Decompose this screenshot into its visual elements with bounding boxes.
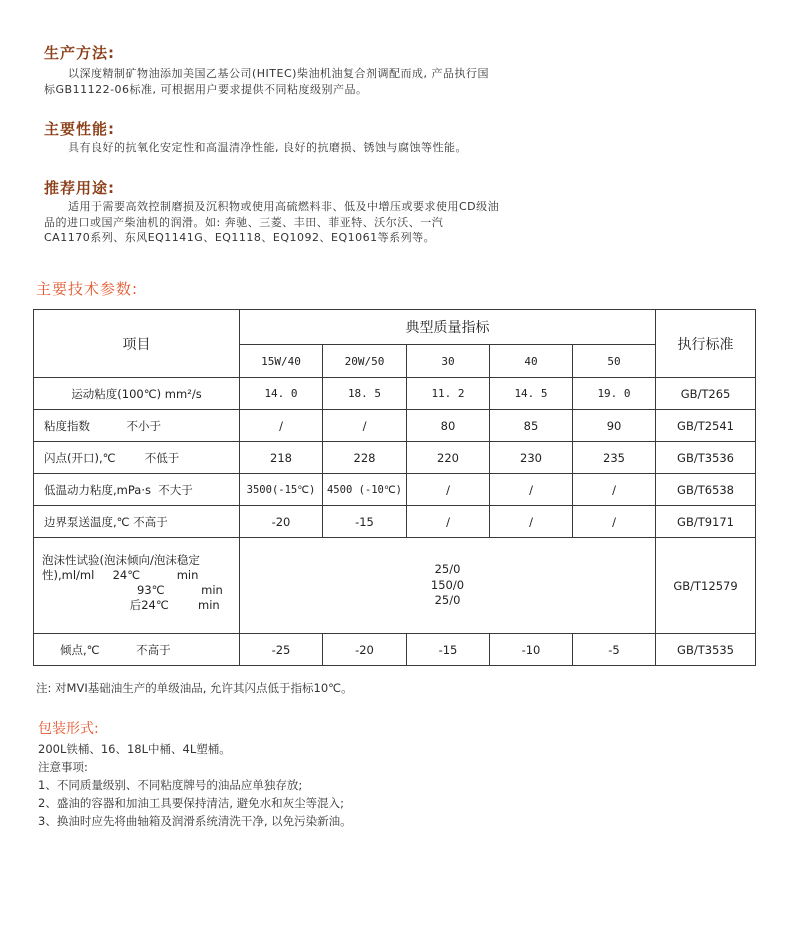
foam-label-line: 性),ml/ml 24℃ min xyxy=(42,568,199,582)
value-cell: / xyxy=(490,506,573,538)
value-cell: / xyxy=(573,474,656,506)
usage-title: 推荐用途: xyxy=(44,179,115,197)
value-cell: / xyxy=(490,474,573,506)
performance-text xyxy=(44,140,467,156)
row-label: 边界泵送温度,℃ 不高于 xyxy=(34,506,240,538)
standard-cell: GB/T265 xyxy=(656,378,756,410)
value-cell: 3500(-15℃) xyxy=(240,474,323,506)
usage-line: CA1170系列、东风EQ1141G、EQ1118、EQ1092、EQ1061等系列等。 xyxy=(44,231,436,244)
foam-value: 25/0 xyxy=(434,593,461,608)
row-label: 粘度指数 不小于 xyxy=(34,410,240,442)
precaution-item: 2、盛油的容器和加油工具要保持清洁, 避免水和灰尘等混入; xyxy=(38,796,344,810)
precaution-item: 3、换油时应先将曲轴箱及润滑系统清洗干净, 以免污染新油。 xyxy=(38,814,352,828)
precautions-title: 注意事项: xyxy=(38,760,88,774)
grade-cell: 15W/40 xyxy=(240,345,323,378)
foam-values xyxy=(240,538,656,634)
grade-cell: 50 xyxy=(573,345,656,378)
standard-cell: GB/T6538 xyxy=(656,474,756,506)
grade-cell: 40 xyxy=(490,345,573,378)
table-note: 注: 对MVI基础油生产的单级油品, 允许其闪点低于指标10℃。 xyxy=(36,681,353,695)
performance-line: 具有良好的抗氧化安定性和高温清净性能, 良好的抗磨损、锈蚀与腐蚀等性能。 xyxy=(68,141,467,154)
foam-value: 25/0 xyxy=(434,562,461,577)
value-cell: 230 xyxy=(490,442,573,474)
table-row xyxy=(34,634,756,666)
value-cell: 18. 5 xyxy=(323,378,407,410)
value-cell: -15 xyxy=(407,634,490,666)
value-cell: 11. 2 xyxy=(407,378,490,410)
value-cell: -10 xyxy=(490,634,573,666)
table-row xyxy=(34,506,756,538)
production-text xyxy=(44,66,489,97)
value-cell: / xyxy=(573,506,656,538)
value-cell: 14. 0 xyxy=(240,378,323,410)
foam-label-line: 93℃ min xyxy=(42,583,223,597)
foam-label-line: 泡沫性试验(泡沫倾向/泡沫稳定 xyxy=(42,553,200,567)
value-cell: -15 xyxy=(323,506,407,538)
value-cell: 85 xyxy=(490,410,573,442)
table-row xyxy=(34,378,756,410)
precaution-item: 1、不同质量级别、不同粘度牌号的油品应单独存放; xyxy=(38,778,303,792)
value-cell: 4500 (-10℃) xyxy=(323,474,407,506)
grade-cell: 20W/50 xyxy=(323,345,407,378)
table-row xyxy=(34,442,756,474)
standard-cell: GB/T3535 xyxy=(656,634,756,666)
table-row-foam xyxy=(34,538,756,634)
standard-cell: GB/T3536 xyxy=(656,442,756,474)
value-cell: 19. 0 xyxy=(573,378,656,410)
value-cell: 220 xyxy=(407,442,490,474)
row-label: 低温动力粘度,mPa·s 不大于 xyxy=(34,474,240,506)
usage-text xyxy=(44,199,499,246)
packaging-title: 包装形式: xyxy=(38,721,99,737)
production-line: 以深度精制矿物油添加美国乙基公司(HITEC)柴油机油复合剂调配而成, 产品执行国 xyxy=(68,67,489,80)
grade-cell: 30 xyxy=(407,345,490,378)
value-cell: 218 xyxy=(240,442,323,474)
usage-line: 品的进口或国产柴油机的润滑。如: 奔驰、三菱、丰田、菲亚特、沃尔沃、一汽 xyxy=(44,215,444,229)
header-standard: 执行标准 xyxy=(656,310,756,378)
specs-title: 主要技术参数: xyxy=(36,280,139,298)
performance-title: 主要性能: xyxy=(44,120,115,138)
value-cell: 14. 5 xyxy=(490,378,573,410)
value-cell: -25 xyxy=(240,634,323,666)
row-label: 倾点,℃ 不高于 xyxy=(34,634,240,666)
value-cell: / xyxy=(407,506,490,538)
value-cell: -20 xyxy=(240,506,323,538)
foam-label-line: 后24℃ min xyxy=(42,598,220,612)
header-item: 项目 xyxy=(34,310,240,378)
value-cell: 80 xyxy=(407,410,490,442)
value-cell: -20 xyxy=(323,634,407,666)
value-cell: -5 xyxy=(573,634,656,666)
standard-cell: GB/T9171 xyxy=(656,506,756,538)
value-cell: 90 xyxy=(573,410,656,442)
value-cell: / xyxy=(323,410,407,442)
production-title: 生产方法: xyxy=(44,44,115,62)
value-cell: 228 xyxy=(323,442,407,474)
table-row xyxy=(34,410,756,442)
foam-label xyxy=(34,538,240,634)
standard-cell: GB/T2541 xyxy=(656,410,756,442)
value-cell: 235 xyxy=(573,442,656,474)
spec-table xyxy=(33,309,756,666)
production-line: 标GB11122-06标准, 可根据用户要求提供不同粘度级别产品。 xyxy=(44,82,368,96)
row-label: 闪点(开口),℃ 不低于 xyxy=(34,442,240,474)
packaging-text: 200L铁桶、16、18L中桶、4L塑桶。 xyxy=(38,742,231,756)
value-cell: / xyxy=(240,410,323,442)
value-cell: / xyxy=(407,474,490,506)
foam-value: 150/0 xyxy=(430,577,465,592)
table-row xyxy=(34,474,756,506)
row-label: 运动粘度(100℃) mm²/s xyxy=(34,378,240,410)
standard-cell: GB/T12579 xyxy=(656,538,756,634)
header-typical: 典型质量指标 xyxy=(240,310,656,345)
usage-line: 适用于需要高效控制磨损及沉积物或使用高硫燃料非、低及中增压或要求使用CD级油 xyxy=(68,200,500,213)
